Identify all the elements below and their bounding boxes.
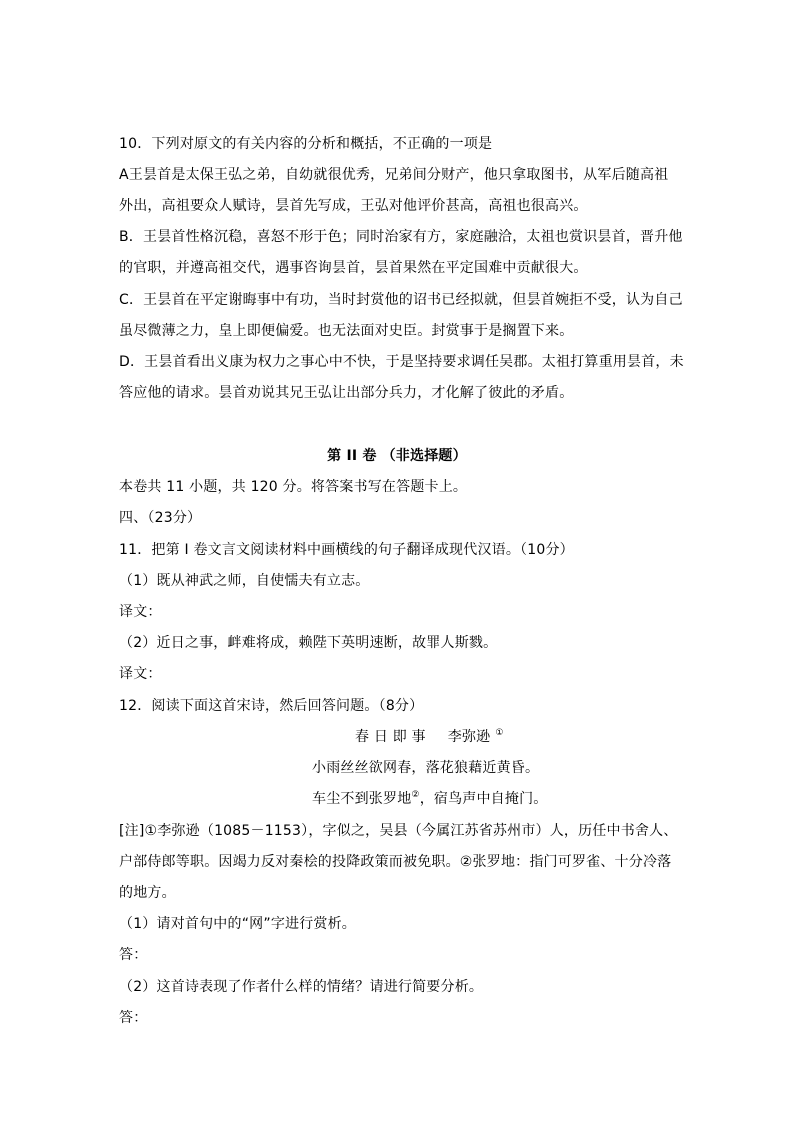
poem-line-2 <box>312 789 548 809</box>
q10-option-a-line2: 外出，高祖要众人赋诗，昙首先写成，王弘对他评价甚高，高祖也很高兴。 <box>119 198 588 214</box>
q10-option-d-line2: 答应他的请求。昙首劝说其兄王弘让出部分兵力，才化解了彼此的矛盾。 <box>119 385 574 401</box>
q10-option-c-line2: 虽尽微薄之力，皇上即便偏爱。也无法面对史臣。封赏事于是搁置下来。 <box>119 323 574 339</box>
part-four-heading: 四、（23分） <box>119 510 202 526</box>
q10-stem: 10．下列对原文的有关内容的分析和概括，不正确的一项是 <box>119 136 493 152</box>
q11-answer-1-label: 译文： <box>119 604 162 620</box>
q11-stem: 11．把第 I 卷文言文阅读材料中画横线的句子翻译成现代汉语。（10分） <box>119 542 574 558</box>
poem-title: 春 日 即 事 <box>355 729 426 745</box>
poem-author: 李弥逊 <box>447 729 491 745</box>
q10-option-d-line1: D．王昙首看出义康为权力之事心中不快，于是坚持要求调任吴郡。太祖打算重用昙首，未 <box>119 354 684 370</box>
q10-option-b-line1: B．王昙首性格沉稳，喜怒不形于色；同时治家有方，家庭融洽，太祖也赏识昙首，晋升他 <box>119 229 683 245</box>
poem-line-2-part-a: 车尘不到张罗地 <box>312 791 412 807</box>
poem-line-1: 小雨丝丝欲网春，落花狼藉近黄昏。 <box>312 760 540 776</box>
section-intro: 本卷共 11 小题，共 120 分。将答案书写在答题卡上。 <box>119 479 468 495</box>
poem-heading <box>355 727 504 747</box>
poem-note-line-1: [注]①李弥逊（1085－1153），字似之，吴县（今属江苏省苏州市）人，历任中书舍人、 <box>119 823 678 839</box>
poem-line-2-part-b: ，宿鸟声中自掩门。 <box>419 791 548 807</box>
section-title: 第 II 卷 （非选择题） <box>327 448 467 464</box>
q12-sub-question-1: （1）请对首句中的“网”字进行赏析。 <box>119 916 357 932</box>
q10-option-a-line1: A王昙首是太保王弘之弟，自幼就很优秀，兄弟间分财产，他只拿取图书，从军后随高祖 <box>119 167 669 183</box>
q11-answer-2-label: 译文： <box>119 666 162 682</box>
q12-sub-question-2: （2）这首诗表现了作者什么样的情绪？请进行简要分析。 <box>119 979 484 995</box>
q12-answer-1-label: 答： <box>119 947 148 963</box>
q12-answer-2-label: 答： <box>119 1010 148 1026</box>
poem-note-line-3: 的地方。 <box>119 885 176 901</box>
q10-option-c-line1: C．王昙首在平定谢晦事中有功，当时封赏他的诏书已经拟就，但昙首婉拒不受，认为自己 <box>119 292 683 308</box>
poem-author-note-marker: ① <box>495 728 504 738</box>
poem-note-line-2: 户部侍郎等职。因竭力反对秦桧的投降政策而被免职。②张罗地：指门可罗雀、十分冷落 <box>119 854 672 870</box>
q11-sentence-1: （1）既从神武之师，自使懦夫有立志。 <box>119 573 370 589</box>
q11-sentence-2: （2）近日之事，衅难将成，赖陛下英明速断，故罪人斯戮。 <box>119 635 498 651</box>
q12-stem: 12．阅读下面这首宋诗，然后回答问题。（8分） <box>119 698 424 714</box>
poem-line-2-note-marker: ② <box>411 790 420 800</box>
q10-option-b-line2: 的官职，并遵高祖交代，遇事咨询昙首，昙首果然在平定国难中贡献很大。 <box>119 260 588 276</box>
